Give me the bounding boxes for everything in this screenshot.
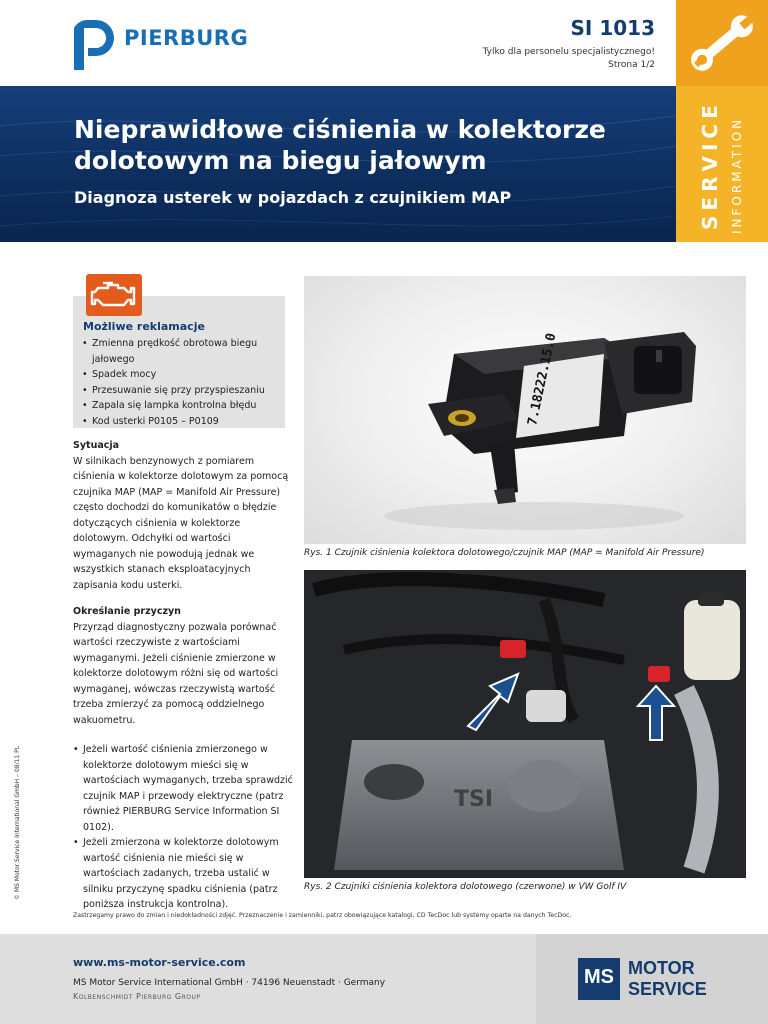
cause-section (73, 604, 293, 913)
engine-warning-badge (86, 274, 142, 316)
company-group: Kolbenschmidt Pierburg Group (73, 992, 201, 1001)
cause-heading: Określanie przyczyn (73, 606, 181, 617)
figure-1-map-sensor (304, 276, 746, 544)
company-address: MS Motor Service International GmbH · 74196 Neuenstadt · Germany (73, 978, 386, 988)
complaint-item: • Spadek mocy (80, 367, 280, 383)
complaint-item: • Kod usterki P0105 – P0109 (80, 414, 280, 430)
cause-bullet: • Jeżeli zmierzona w kolektorze dolotowym wartość ciśnienia nie mieści się w wartościach zadanych, trzeba ustalić w silniku przyczynę spadku ciśnienia (patrz poniższa instrukcja kontrolna). (73, 835, 293, 913)
complaint-item: • Zmienna prędkość obrotowa biegu jałowego (80, 336, 280, 367)
motor-service-wordmark (628, 958, 707, 1000)
map-sensor-illustration (304, 276, 746, 544)
situation-text: W silnikach benzynowych z pomiarem ciśnienia w kolektorze dolotowym za pomocą czujnika MAP (MAP = Manifold Air Pressure) często dochodzi do komunikatów o błędzie dotyczących ciśnienia w kolektorze dolotowym. Odchyłki od wartości wymaganych nie powodują jednak we wszystkich stanach eksploatacyjnych zapisania kodu usterki. (73, 455, 289, 591)
page-title: Nieprawidłowe ciśnienia w kolektorze dolotowym na biegu jałowym (74, 115, 606, 175)
check-engine-icon (86, 274, 142, 316)
complaint-item: • Zapala się lampka kontrolna błędu (80, 398, 280, 414)
website-link[interactable]: www.ms-motor-service.com (73, 956, 246, 969)
audience-text: Tylko dla personelu specjalistycznego! (482, 47, 655, 57)
page-subtitle: Diagnoza usterek w pojazdach z czujnikiem MAP (74, 188, 512, 207)
complaints-title: Możliwe reklamacje (83, 320, 205, 333)
brand-name: PIERBURG (124, 26, 249, 50)
situation-heading: Sytuacja (73, 440, 120, 451)
cause-text: Przyrząd diagnostyczny pozwala porównać wartości rzeczywiste z wartościami wymaganymi. Jeżeli ciśnienie zmierzone w kolektorze dolotowym różni się od wartości wymaganej, wówczas rzeczywistą wartość trzeba zmierzyć za pomocą oddzielnego wakuometru. (73, 621, 279, 726)
complaint-item: • Przesuwanie się przy przyspieszaniu (80, 383, 280, 399)
audience-note (483, 46, 655, 72)
page-number: Strona 1/2 (608, 60, 655, 70)
cause-bullet: • Jeżeli wartość ciśnienia zmierzonego w kolektorze dolotowym mieści się w wartościach wymaganych, trzeba sprawdzić czujnik MAP i przewody elektryczne (patrz również PIERBURG Service Information SI 0102). (73, 742, 293, 835)
figure-2-engine-bay (304, 570, 746, 878)
cause-bullets (73, 742, 293, 913)
figure-2-caption: Rys. 2 Czujniki ciśnienia kolektora dolotowego (czerwone) w VW Golf IV (304, 882, 627, 892)
wordmark-line-1: MOTOR (628, 958, 695, 978)
si-number: SI 1013 (570, 16, 655, 40)
pierburg-p-icon (70, 18, 116, 70)
wrench-icon (676, 0, 768, 86)
figure-1-caption: Rys. 1 Czujnik ciśnienia kolektora dolotowego/czujnik MAP (MAP = Manifold Air Pressure) (304, 548, 705, 558)
side-copyright: © MS Motor Service International GmbH – 08/11 PL (14, 745, 21, 900)
service-label: SERVICE (698, 100, 722, 230)
sensor-part-number: 7.18222.15.0 (525, 331, 560, 427)
service-information-badge (676, 86, 768, 242)
situation-section (73, 438, 293, 593)
information-label: INFORMATION (730, 116, 744, 234)
ms-logo-letters: MS (584, 966, 614, 988)
pierburg-logo (70, 14, 270, 70)
wrench-badge (676, 0, 768, 86)
engine-cover-label: TSI (454, 787, 494, 812)
wordmark-line-2: SERVICE (628, 979, 707, 999)
complaints-list (80, 336, 280, 429)
engine-bay-illustration (304, 570, 746, 878)
disclaimer: Zastrzegamy prawo do zmian i niedokładności zdjęć. Przeznaczenie i zamienniki, patrz obowiązujące katalogi, CD TecDoc lub systemy oparte na danych TecDoc. (73, 912, 572, 919)
